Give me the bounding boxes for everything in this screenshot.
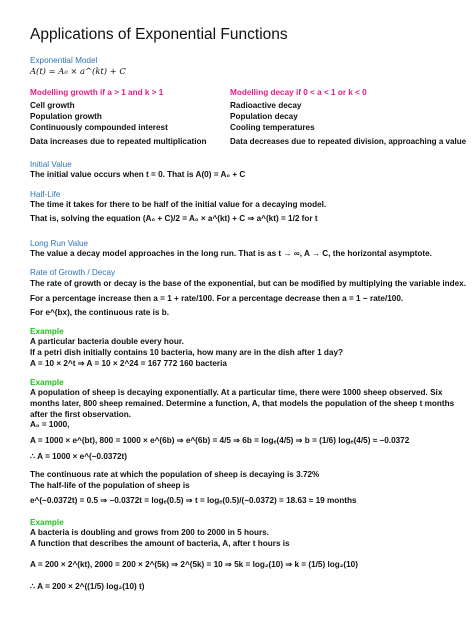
example-working: A = 1000 × e^(bt), 800 = 1000 × e^(6b) ⇒ e^(6b) = 4/5 ⇒ 6b = logₑ(4/5) ⇒ b = (1/6) logₑ(4/5) ≈ −0.0372 [30, 436, 410, 445]
growth-item: Cell growth [30, 101, 75, 110]
example-line: The half-life of the population of sheep is [30, 481, 190, 490]
growth-heading: Modelling growth if a > 1 and k > 1 [30, 88, 164, 97]
example-heading: Example [30, 327, 64, 336]
page-title: Applications of Exponential Functions [30, 26, 288, 43]
half-life-heading: Half-Life [30, 190, 61, 199]
example-working: A = 200 × 2^(kt), 2000 = 200 × 2^(5k) ⇒ 2^(5k) = 10 ⇒ 5k = log₂(10) ⇒ k = (1/5) log₂(10) [30, 560, 358, 569]
example-line: A particular bacteria double every hour. [30, 337, 184, 346]
example-result: ∴ A = 200 × 2^((1/5) log₂(10) t) [30, 582, 145, 591]
exp-model-heading: Exponential Model [30, 56, 98, 65]
example-line: If a petri dish initially contains 10 bacteria, how many are in the dish after 1 day? [30, 348, 344, 357]
decay-item: Population decay [230, 112, 298, 121]
example-result: ∴ A = 1000 × e^(−0.0372t) [30, 452, 128, 461]
rate-line: For e^(bx), the continuous rate is b. [30, 308, 169, 317]
long-run-text: The value a decay model approaches in the long run. That is as t → ∞, A → C, the horizontal asymptote. [30, 249, 432, 258]
example-line: A function that describes the amount of bacteria, A, after t hours is [30, 539, 290, 548]
example-line: A bacteria is doubling and grows from 200 to 2000 in 5 hours. [30, 528, 270, 537]
growth-item: Population growth [30, 112, 102, 121]
example-heading: Example [30, 378, 64, 387]
initial-value-heading: Initial Value [30, 160, 72, 169]
rate-line: The rate of growth or decay is the base of the exponential, but can be modified by multiplying the variable index. [30, 279, 466, 288]
rate-heading: Rate of Growth / Decay [30, 268, 116, 277]
growth-item: Continuously compounded interest [30, 123, 168, 132]
example-line: The continuous rate at which the population of sheep is decaying is 3.72% [30, 470, 320, 479]
example-line: months later, 800 sheep remained. Determine a function, A, that models the population of the sheep t months [30, 399, 455, 408]
example-line: after the first observation. [30, 410, 132, 419]
half-life-line: The time it takes for there to be half of the initial value for a decaying model. [30, 200, 327, 209]
example-line: A₀ = 1000, [30, 420, 70, 429]
example-heading: Example [30, 518, 64, 527]
decay-item: Cooling temperatures [230, 123, 315, 132]
decay-heading: Modelling decay if 0 < a < 1 or k < 0 [230, 88, 367, 97]
long-run-heading: Long Run Value [30, 239, 89, 248]
example-line: A = 10 × 2^t ⇒ A = 10 × 2^24 = 167 772 160 bacteria [30, 359, 227, 368]
decay-summary: Data decreases due to repeated division, approaching a value [230, 137, 467, 146]
exp-model-formula: A(t) = A₀ × a^(kt) + C [30, 66, 126, 76]
half-life-equation: That is, solving the equation (A₀ + C)/2 = A₀ × a^(kt) + C ⇒ a^(kt) = 1/2 for t [30, 214, 318, 223]
growth-summary: Data increases due to repeated multiplication [30, 137, 207, 146]
rate-line: For a percentage increase then a = 1 + rate/100. For a percentage decrease then a = 1 − rate/100. [30, 294, 404, 303]
example-line: A population of sheep is decaying exponentially. At a particular time, there were 1000 sheep observed. Six [30, 388, 443, 397]
decay-item: Radioactive decay [230, 101, 302, 110]
example-working: e^(−0.0372t) = 0.5 ⇒ −0.0372t = logₑ(0.5) ⇒ t = logₑ(0.5)/(−0.0372) = 18.63 ≈ 19 months [30, 496, 357, 505]
initial-value-text: The initial value occurs when t = 0. That is A(0) = A₀ + C [30, 170, 246, 179]
